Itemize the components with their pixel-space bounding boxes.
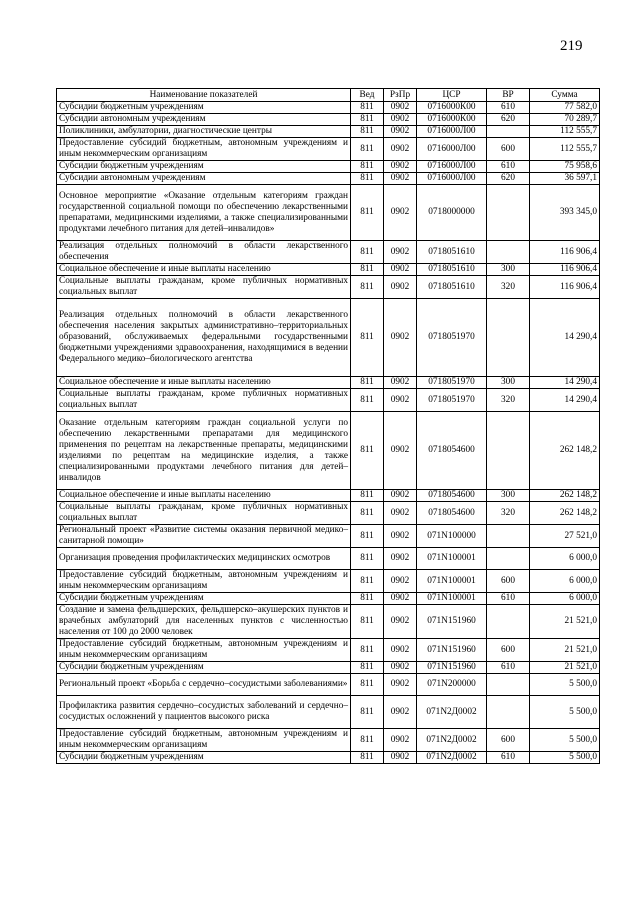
row-ved: 811 — [351, 412, 384, 490]
row-csr: 071N151960 — [417, 605, 487, 639]
row-csr: 0718051970 — [417, 377, 487, 389]
row-sum: 21 521,0 — [530, 662, 600, 674]
table-row — [57, 662, 600, 674]
row-name: Социальные выплаты гражданам, кроме публичных нормативных социальных выплат — [57, 276, 351, 299]
row-sum: 14 290,4 — [530, 389, 600, 412]
row-name: Основное мероприятие «Оказание отдельным категориям граждан государственной социальной помощи по обеспечению лекарственными препаратами, медицинскими изделиями, а также специализированными продуктами лечебного питания для детей–инвалидов» — [57, 185, 351, 241]
row-rzpr: 0902 — [384, 161, 417, 173]
table-row — [57, 502, 600, 525]
table-row — [57, 185, 600, 241]
header-name: Наименование показателей — [57, 89, 351, 102]
row-rzpr: 0902 — [384, 276, 417, 299]
row-name: Социальное обеспечение и иные выплаты населению — [57, 264, 351, 276]
row-sum: 14 290,4 — [530, 299, 600, 377]
row-rzpr: 0902 — [384, 185, 417, 241]
row-rzpr: 0902 — [384, 241, 417, 264]
page-number: 219 — [560, 38, 583, 54]
table-row — [57, 161, 600, 173]
row-name: Предоставление субсидий бюджетным, автономным учреждениям и иным некоммерческим организациям — [57, 729, 351, 752]
row-ved: 811 — [351, 114, 384, 126]
table-row — [57, 548, 600, 570]
row-vr: 300 — [487, 264, 530, 276]
row-rzpr: 0902 — [384, 696, 417, 729]
row-csr: 0718000000 — [417, 185, 487, 241]
row-csr: 071N200000 — [417, 674, 487, 696]
row-ved: 811 — [351, 502, 384, 525]
row-ved: 811 — [351, 102, 384, 114]
row-name: Предоставление субсидий бюджетным, автономным учреждениям и иным некоммерческим организациям — [57, 138, 351, 161]
row-ved: 811 — [351, 173, 384, 185]
table-row — [57, 593, 600, 605]
row-name: Субсидии бюджетным учреждениям — [57, 161, 351, 173]
header-vr: ВР — [487, 89, 530, 102]
row-sum: 27 521,0 — [530, 525, 600, 548]
row-sum: 5 500,0 — [530, 729, 600, 752]
row-csr: 0718054600 — [417, 412, 487, 490]
row-csr: 071N100001 — [417, 548, 487, 570]
row-csr: 071N100000 — [417, 525, 487, 548]
row-vr: 600 — [487, 138, 530, 161]
row-csr: 071N100001 — [417, 593, 487, 605]
row-ved: 811 — [351, 276, 384, 299]
row-sum: 6 000,0 — [530, 570, 600, 593]
row-csr: 0718051610 — [417, 241, 487, 264]
row-rzpr: 0902 — [384, 525, 417, 548]
row-sum: 21 521,0 — [530, 605, 600, 639]
row-csr: 0716000Л00 — [417, 138, 487, 161]
table-row — [57, 605, 600, 639]
row-csr: 0716000Л00 — [417, 126, 487, 138]
row-name: Реализация отдельных полномочий в области лекарственного обеспечения — [57, 241, 351, 264]
row-ved: 811 — [351, 605, 384, 639]
table-row — [57, 264, 600, 276]
row-name: Социальное обеспечение и иные выплаты населению — [57, 490, 351, 502]
table-row — [57, 377, 600, 389]
row-name: Социальное обеспечение и иные выплаты населению — [57, 377, 351, 389]
row-csr: 0718054600 — [417, 490, 487, 502]
row-name: Субсидии бюджетным учреждениям — [57, 102, 351, 114]
row-sum: 116 906,4 — [530, 264, 600, 276]
row-name: Профилактика развития сердечно–сосудистых заболеваний и сердечно–сосудистых осложнений у пациентов высокого риска — [57, 696, 351, 729]
row-rzpr: 0902 — [384, 752, 417, 764]
row-sum: 112 555,7 — [530, 126, 600, 138]
row-vr: 320 — [487, 389, 530, 412]
row-vr — [487, 548, 530, 570]
row-name: Социальные выплаты гражданам, кроме публичных нормативных социальных выплат — [57, 502, 351, 525]
row-vr: 610 — [487, 161, 530, 173]
row-sum: 112 555,7 — [530, 138, 600, 161]
row-csr: 071N151960 — [417, 639, 487, 662]
row-name: Поликлиники, амбулатории, диагностические центры — [57, 126, 351, 138]
row-name: Региональный проект «Борьба с сердечно–сосудистыми заболеваниями» — [57, 674, 351, 696]
table-row — [57, 752, 600, 764]
budget-table — [56, 88, 600, 764]
row-sum: 70 289,7 — [530, 114, 600, 126]
row-sum: 5 500,0 — [530, 696, 600, 729]
row-csr: 0716000Л00 — [417, 173, 487, 185]
row-vr — [487, 241, 530, 264]
row-ved: 811 — [351, 161, 384, 173]
row-csr: 0718051970 — [417, 299, 487, 377]
row-rzpr: 0902 — [384, 377, 417, 389]
table-row — [57, 102, 600, 114]
header-ved: Вед — [351, 89, 384, 102]
table-row — [57, 389, 600, 412]
row-ved: 811 — [351, 696, 384, 729]
row-csr: 071N2Д0002 — [417, 729, 487, 752]
row-vr — [487, 185, 530, 241]
row-ved: 811 — [351, 674, 384, 696]
row-csr: 0716000К00 — [417, 102, 487, 114]
row-name: Субсидии автономным учреждениям — [57, 173, 351, 185]
table-header-row — [57, 89, 600, 102]
row-vr: 600 — [487, 570, 530, 593]
table-row — [57, 729, 600, 752]
table-row — [57, 490, 600, 502]
table-row — [57, 299, 600, 377]
row-csr: 071N151960 — [417, 662, 487, 674]
row-sum: 21 521,0 — [530, 639, 600, 662]
row-sum: 6 000,0 — [530, 548, 600, 570]
row-sum: 116 906,4 — [530, 276, 600, 299]
table-row — [57, 114, 600, 126]
row-name: Субсидии бюджетным учреждениям — [57, 752, 351, 764]
row-csr: 071N2Д0002 — [417, 752, 487, 764]
row-rzpr: 0902 — [384, 173, 417, 185]
row-ved: 811 — [351, 377, 384, 389]
row-ved: 811 — [351, 729, 384, 752]
row-name: Предоставление субсидий бюджетным, автономным учреждениям и иным некоммерческим организациям — [57, 639, 351, 662]
row-csr: 0716000К00 — [417, 114, 487, 126]
row-name: Социальные выплаты гражданам, кроме публичных нормативных социальных выплат — [57, 389, 351, 412]
row-csr: 0718054600 — [417, 502, 487, 525]
row-ved: 811 — [351, 570, 384, 593]
row-vr: 610 — [487, 662, 530, 674]
row-rzpr: 0902 — [384, 114, 417, 126]
table-row — [57, 696, 600, 729]
row-vr: 600 — [487, 639, 530, 662]
row-name: Создание и замена фельдшерских, фельдшерско–акушерских пунктов и врачебных амбулаторий для населенных пунктов с численностью населения от 100 до 2000 человек — [57, 605, 351, 639]
row-rzpr: 0902 — [384, 102, 417, 114]
row-vr: 620 — [487, 114, 530, 126]
row-csr: 0716000Л00 — [417, 161, 487, 173]
row-sum: 75 958,6 — [530, 161, 600, 173]
table-row — [57, 674, 600, 696]
row-sum: 5 500,0 — [530, 752, 600, 764]
row-name: Предоставление субсидий бюджетным, автономным учреждениям и иным некоммерческим организациям — [57, 570, 351, 593]
header-rzpr: РзПр — [384, 89, 417, 102]
table-row — [57, 639, 600, 662]
row-sum: 14 290,4 — [530, 377, 600, 389]
row-rzpr: 0902 — [384, 264, 417, 276]
row-rzpr: 0902 — [384, 548, 417, 570]
row-vr: 620 — [487, 173, 530, 185]
row-vr: 610 — [487, 593, 530, 605]
row-sum: 6 000,0 — [530, 593, 600, 605]
row-ved: 811 — [351, 548, 384, 570]
row-vr — [487, 605, 530, 639]
row-sum: 393 345,0 — [530, 185, 600, 241]
row-vr: 610 — [487, 102, 530, 114]
row-ved: 811 — [351, 525, 384, 548]
row-rzpr: 0902 — [384, 126, 417, 138]
row-vr — [487, 126, 530, 138]
row-csr: 0718051610 — [417, 276, 487, 299]
row-sum: 262 148,2 — [530, 502, 600, 525]
row-rzpr: 0902 — [384, 662, 417, 674]
row-name: Субсидии бюджетным учреждениям — [57, 662, 351, 674]
row-rzpr: 0902 — [384, 299, 417, 377]
row-name: Субсидии автономным учреждениям — [57, 114, 351, 126]
row-csr: 071N2Д0002 — [417, 696, 487, 729]
row-csr: 071N100001 — [417, 570, 487, 593]
table-row — [57, 276, 600, 299]
row-rzpr: 0902 — [384, 138, 417, 161]
header-sum: Сумма — [530, 89, 600, 102]
row-vr — [487, 674, 530, 696]
row-rzpr: 0902 — [384, 593, 417, 605]
header-csr: ЦСР — [417, 89, 487, 102]
row-sum: 36 597,1 — [530, 173, 600, 185]
row-vr: 300 — [487, 490, 530, 502]
table-row — [57, 241, 600, 264]
row-vr — [487, 525, 530, 548]
table-row — [57, 126, 600, 138]
row-ved: 811 — [351, 752, 384, 764]
table-row — [57, 173, 600, 185]
table-row — [57, 412, 600, 490]
row-rzpr: 0902 — [384, 639, 417, 662]
row-ved: 811 — [351, 185, 384, 241]
row-ved: 811 — [351, 138, 384, 161]
row-vr — [487, 696, 530, 729]
row-rzpr: 0902 — [384, 412, 417, 490]
table-row — [57, 570, 600, 593]
row-ved: 811 — [351, 126, 384, 138]
row-vr — [487, 412, 530, 490]
row-sum: 262 148,2 — [530, 490, 600, 502]
row-vr: 320 — [487, 276, 530, 299]
table-row — [57, 525, 600, 548]
row-name: Оказание отдельным категориям граждан социальной услуги по обеспечению лекарственными препаратами для медицинского применения по рецептам на лекарственные препараты, медицинскими изделиями по рецептам на медицинские изделия, а также специализированными продуктами лечебного питания для детей–инвалидов — [57, 412, 351, 490]
row-sum: 262 148,2 — [530, 412, 600, 490]
row-rzpr: 0902 — [384, 490, 417, 502]
row-name: Региональный проект «Развитие системы оказания первичной медико–санитарной помощи» — [57, 525, 351, 548]
row-vr: 300 — [487, 377, 530, 389]
row-rzpr: 0902 — [384, 674, 417, 696]
row-ved: 811 — [351, 639, 384, 662]
row-csr: 0718051610 — [417, 264, 487, 276]
row-ved: 811 — [351, 299, 384, 377]
row-vr: 320 — [487, 502, 530, 525]
row-ved: 811 — [351, 490, 384, 502]
row-sum: 116 906,4 — [530, 241, 600, 264]
row-csr: 0718051970 — [417, 389, 487, 412]
row-ved: 811 — [351, 389, 384, 412]
row-vr — [487, 299, 530, 377]
row-name: Организация проведения профилактических медицинских осмотров — [57, 548, 351, 570]
row-rzpr: 0902 — [384, 729, 417, 752]
table-row — [57, 138, 600, 161]
row-name: Реализация отдельных полномочий в области лекарственного обеспечения населения закрытых административно–территориальных образований, обслуживаемых федеральными государственными бюджетными учреждениями здравоохранения, находящимися в ведении Федерального медико–биологического агентства — [57, 299, 351, 377]
row-ved: 811 — [351, 241, 384, 264]
row-rzpr: 0902 — [384, 502, 417, 525]
row-rzpr: 0902 — [384, 605, 417, 639]
row-ved: 811 — [351, 593, 384, 605]
row-sum: 5 500,0 — [530, 674, 600, 696]
row-name: Субсидии бюджетным учреждениям — [57, 593, 351, 605]
row-ved: 811 — [351, 662, 384, 674]
row-vr: 610 — [487, 752, 530, 764]
row-vr: 600 — [487, 729, 530, 752]
row-rzpr: 0902 — [384, 570, 417, 593]
row-sum: 77 582,0 — [530, 102, 600, 114]
row-ved: 811 — [351, 264, 384, 276]
row-rzpr: 0902 — [384, 389, 417, 412]
